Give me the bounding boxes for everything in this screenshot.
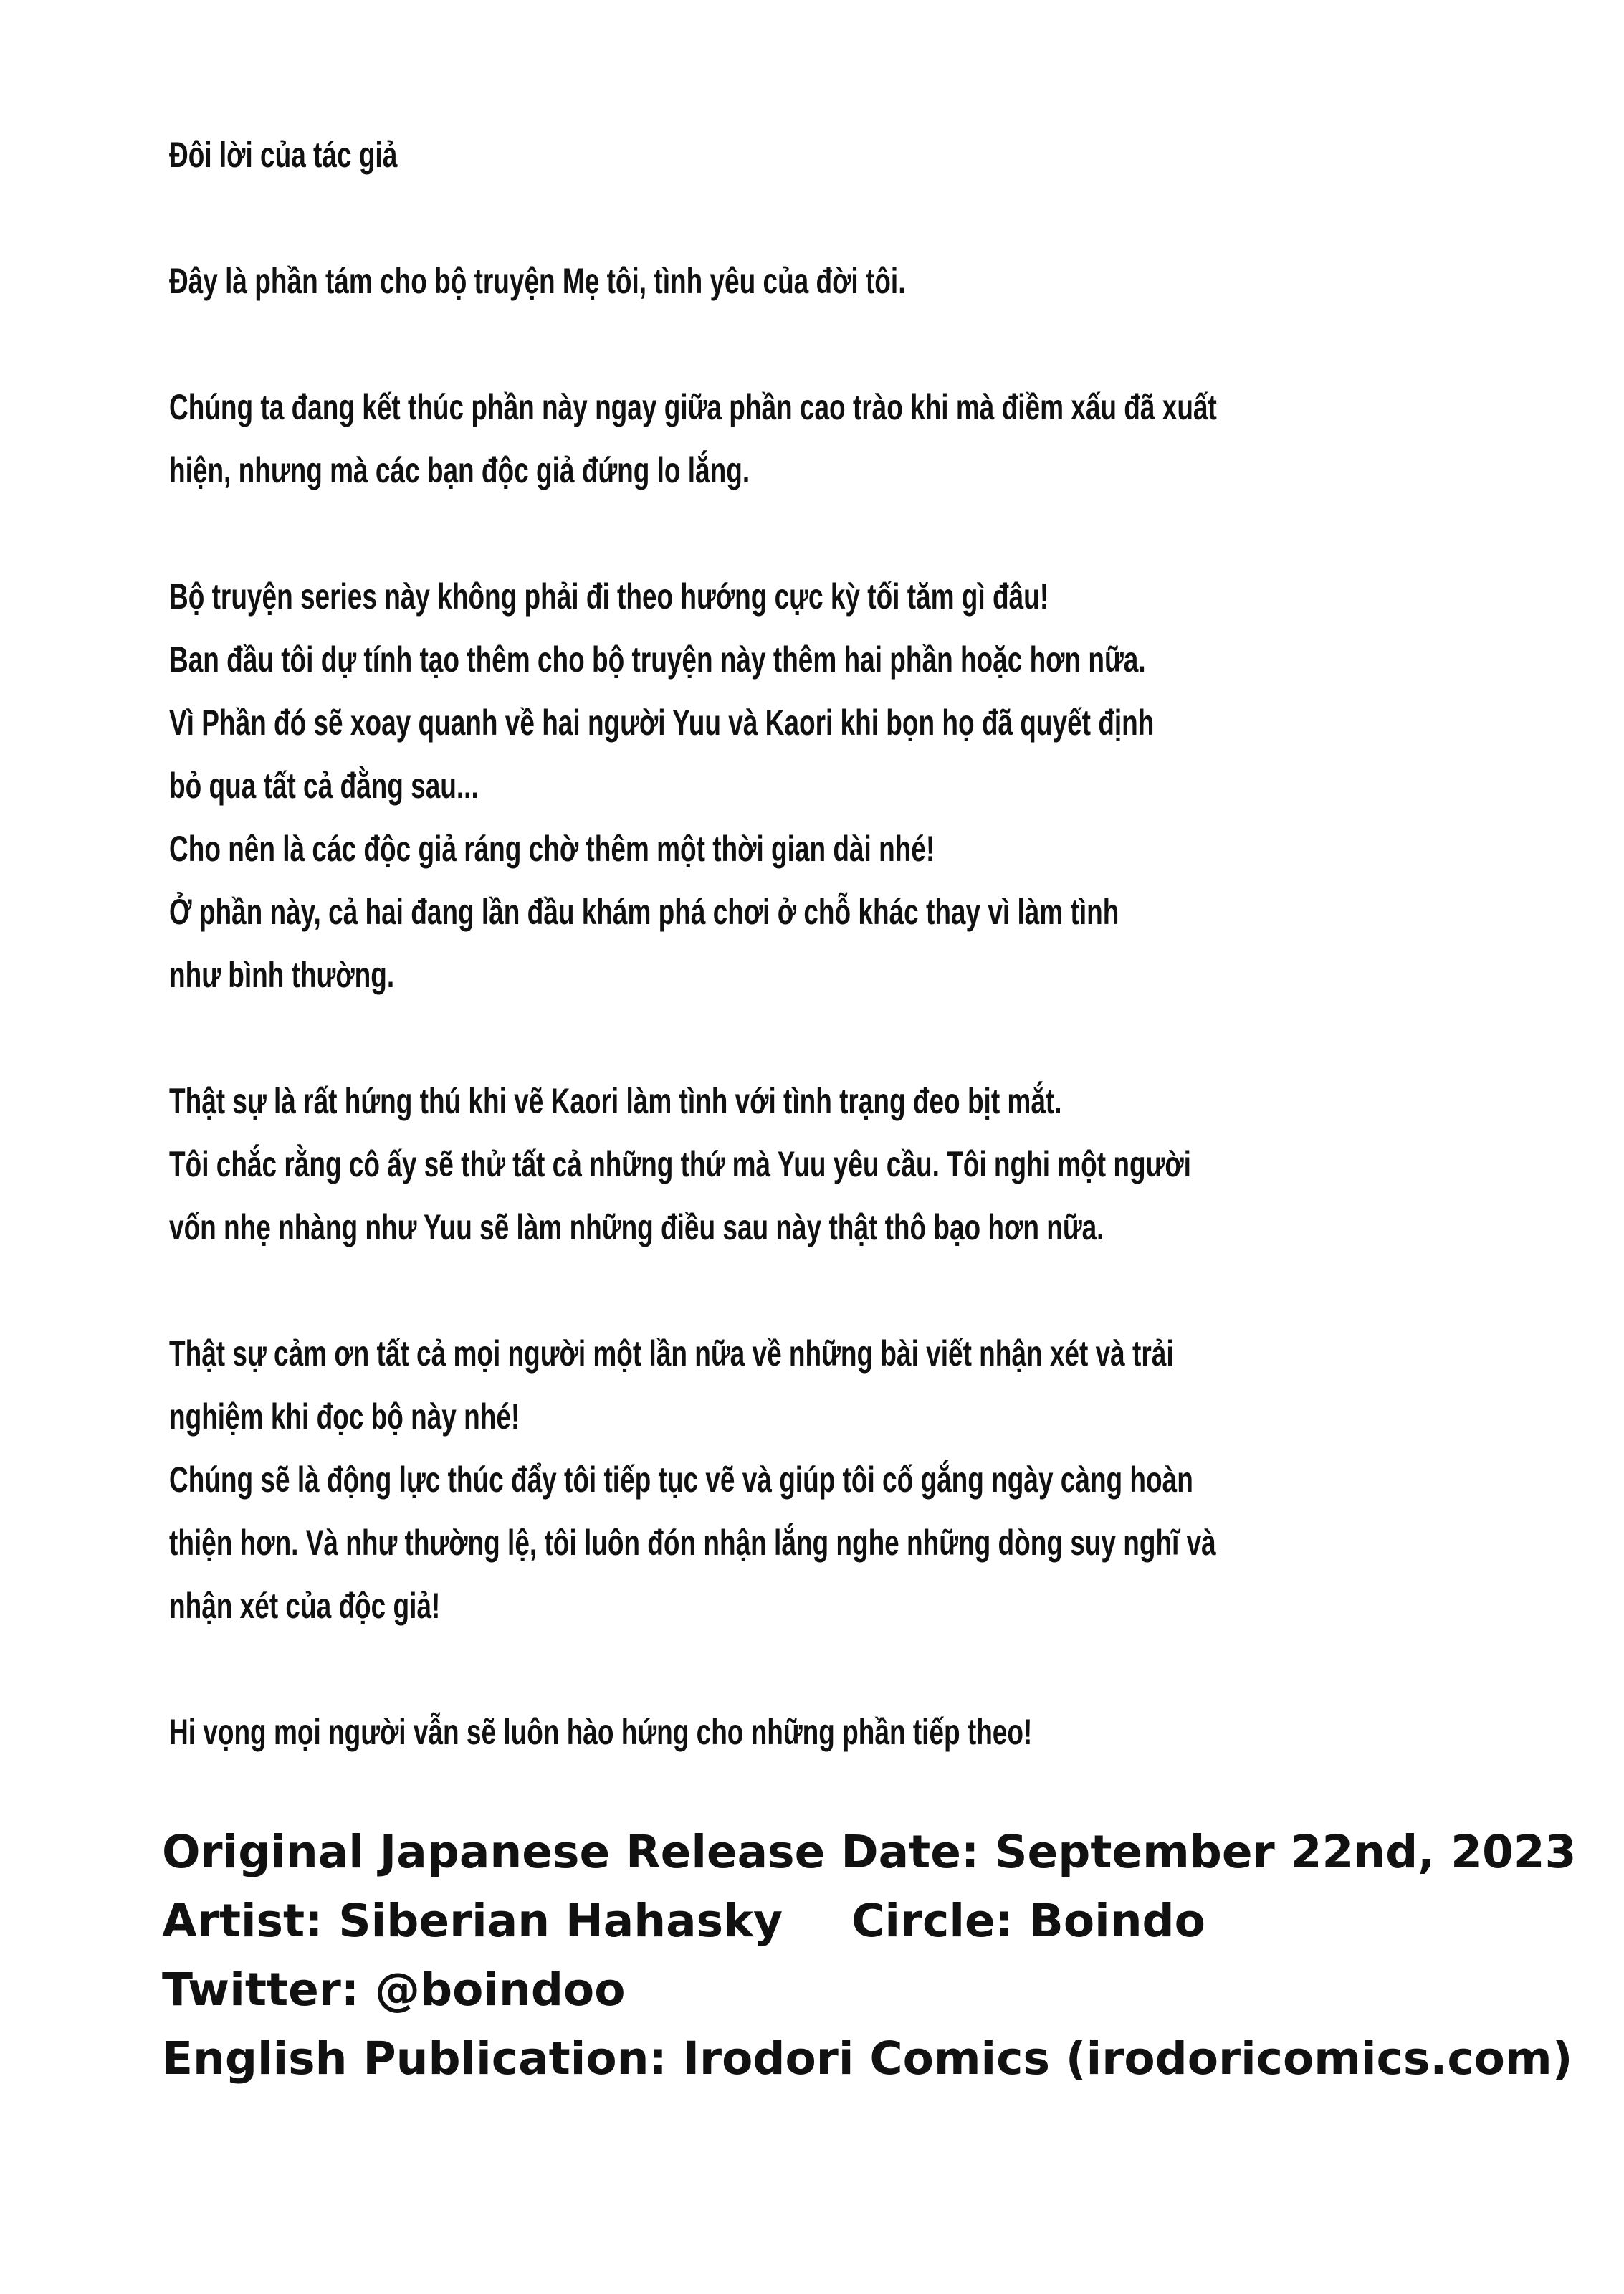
paragraph-4-line-1: Thật sự là rất hứng thú khi vẽ Kaori làm tình với tình trạng đeo bịt mắt. [169,1081,1062,1121]
paragraph-6-line-1: Hi vọng mọi người vẫn sẽ luôn hào hứng cho những phần tiếp theo! [169,1712,1033,1752]
paragraph-5-line-5: nhận xét của độc giả! [169,1586,441,1626]
circle-credit: Circle: Boindo [851,1895,1205,1947]
paragraph-3-line-3: Vì Phần đó sẽ xoay quanh về hai người Yuu và Kaori khi bọn họ đã quyết định [169,703,1155,743]
paragraph-3-line-7: như bình thường. [169,955,395,995]
paragraph-3-line-6: Ở phần này, cả hai đang lần đầu khám phá chơi ở chỗ khác thay vì làm tình [169,892,1119,932]
afterword-text [169,123,1217,1764]
paragraph-5-line-2: nghiệm khi đọc bộ này nhé! [169,1396,520,1437]
english-publication: English Publication: Irodori Comics (irodoricomics.com) [162,2032,1573,2085]
paragraph-1-line-1: Đây là phần tám cho bộ truyện Mẹ tôi, tình yêu của đời tôi. [169,261,906,301]
paragraph-3-line-2: Ban đầu tôi dự tính tạo thêm cho bộ truyện này thêm hai phần hoặc hơn nữa. [169,639,1146,680]
artist-circle-row [162,1887,1576,1956]
paragraph-5-line-3: Chúng sẽ là động lực thúc đẩy tôi tiếp tục vẽ và giúp tôi cố gắng ngày càng hoàn [169,1460,1193,1500]
paragraph-5-line-1: Thật sự cảm ơn tất cả mọi người một lần nữa về những bài viết nhận xét và trải [169,1333,1174,1374]
paragraph-4-line-2: Tôi chắc rằng cô ấy sẽ thử tất cả những thứ mà Yuu yêu cầu. Tôi nghi một người [169,1144,1191,1184]
paragraph-gap [169,186,1188,249]
paragraph-5-line-4: thiện hơn. Và như thường lệ, tôi luôn đón nhận lắng nghe những dòng suy nghĩ và [169,1523,1216,1563]
paragraph-gap [169,313,1188,376]
credits-block [162,1818,1576,2093]
paragraph-4-line-3: vốn nhẹ nhàng như Yuu sẽ làm những điều sau này thật thô bạo hơn nữa. [169,1207,1104,1247]
paragraph-2-line-1: Chúng ta đang kết thúc phần này ngay giữa phần cao trào khi mà điềm xấu đã xuất [169,387,1217,427]
twitter-handle: Twitter: @boindoo [162,1964,626,2016]
paragraph-3-line-4: bỏ qua tất cả đằng sau... [169,766,479,806]
paragraph-gap [169,502,1188,565]
paragraph-2-line-2: hiện, nhưng mà các bạn độc giả đứng lo lắng. [169,450,750,490]
paragraph-gap [169,1637,1188,1700]
paragraph-gap [169,1006,1188,1070]
paragraph-gap [169,1259,1188,1322]
paragraph-3-line-5: Cho nên là các độc giả ráng chờ thêm một thời gian dài nhé! [169,829,935,869]
artist-credit: Artist: Siberian Hahasky [162,1895,783,1947]
paragraph-3-line-1: Bộ truyện series này không phải đi theo hướng cực kỳ tối tăm gì đâu! [169,576,1049,617]
afterword-title: Đôi lời của tác giả [169,135,398,175]
release-date: Original Japanese Release Date: September 22nd, 2023 [162,1826,1577,1878]
